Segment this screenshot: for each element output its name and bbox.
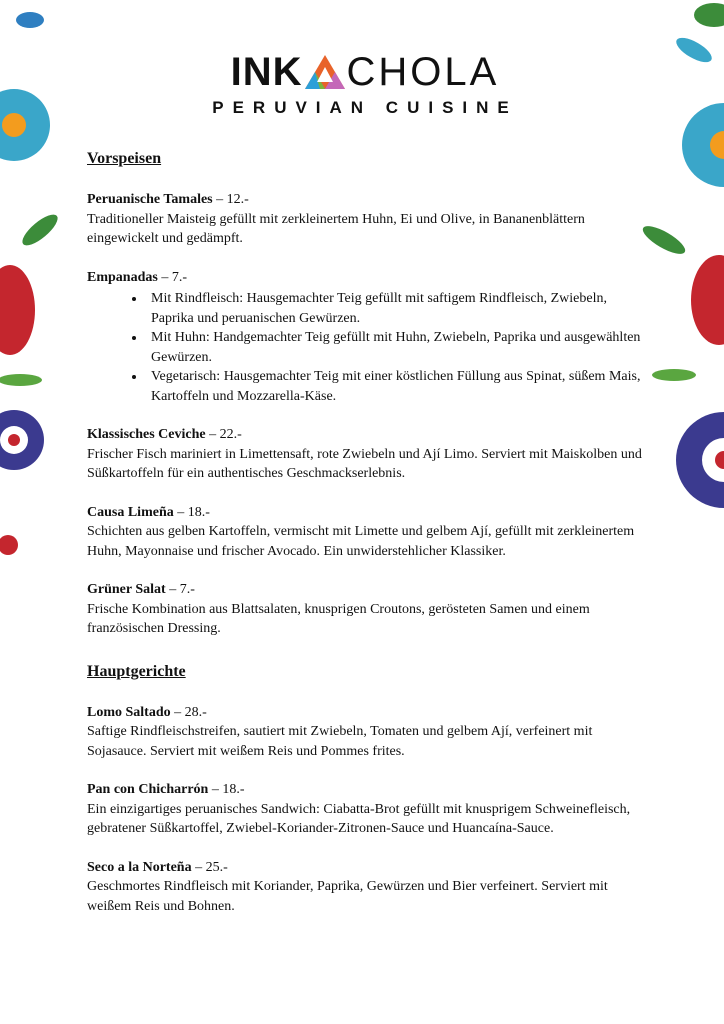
menu-item — [87, 703, 647, 762]
section-title-hauptgerichte: Hauptgerichte — [87, 662, 186, 680]
right-floral-decoration — [634, 0, 724, 560]
item-price: – 22.- — [205, 427, 242, 442]
item-name: Peruanische Tamales — [87, 192, 213, 207]
restaurant-logo — [200, 50, 530, 118]
item-price: – 18.- — [208, 782, 245, 797]
item-name: Causa Limeña — [87, 504, 174, 520]
item-price: – 7.- — [165, 582, 195, 597]
item-name: Empanadas — [87, 269, 158, 285]
item-description: Traditioneller Maisteig gefüllt mit zerkleinertem Huhn, Ei und Olive, in Bananenblättern eingewickelt und gedämpft. — [87, 211, 585, 246]
variant: • Mit Rindfleisch: Hausgemachter Teig gefüllt mit saftigem Rindfleisch, Zwiebeln, Paprika und peruanischen Gewürzen. — [146, 289, 647, 328]
item-price: – 7.- — [157, 269, 187, 285]
menu-item — [87, 425, 647, 484]
variant: • Mit Huhn: Handgemachter Teig gefüllt mit Huhn, Zwiebeln, Paprika und ausgewählten Gewürzen. — [146, 328, 647, 367]
menu-item — [87, 503, 647, 562]
item-name: Seco a la Norteña — [87, 859, 192, 875]
logo-ink: INK — [230, 50, 303, 94]
item-price: – 28.- — [170, 704, 207, 720]
item-description: Frische Kombination aus Blattsalaten, knusprigen Croutons, gerösteten Samen und einem französischen Dressing. — [87, 601, 590, 636]
item-variants — [87, 289, 647, 406]
section-title-vorspeisen: Vorspeisen — [87, 150, 162, 167]
menu-content — [87, 148, 647, 935]
menu-item — [87, 580, 647, 639]
item-price: – 25.- — [191, 859, 228, 875]
item-description: Geschmortes Rindfleisch mit Koriander, Paprika, Gewürzen und Bier verfeinert. Serviert mit weißem Reis und Bohnen. — [87, 879, 608, 914]
item-description: Frischer Fisch mariniert in Limettensaft, rote Zwiebeln und Ají Limo. Serviert mit Maiskolben und Süßkartoffeln für ein authentisches Geschmackserlebnis. — [87, 446, 642, 481]
item-name: Klassisches Ceviche — [87, 427, 206, 442]
left-floral-decoration — [0, 0, 80, 560]
item-description: Saftige Rindfleischstreifen, sautiert mit Zwiebeln, Tomaten und gelbem Ají, verfeinert mit Sojasauce. Serviert mit weißem Reis und Pommes frites. — [87, 724, 593, 759]
item-name: Lomo Saltado — [87, 704, 171, 720]
logo-triangle-icon — [303, 53, 347, 91]
menu-item — [87, 858, 647, 917]
variant: • Vegetarisch: Hausgemachter Teig mit einer köstlichen Füllung aus Spinat, süßem Mais, Kartoffeln und Mozzarella-Käse. — [146, 367, 647, 406]
menu-item — [87, 780, 647, 839]
item-price: – 12.- — [212, 192, 249, 207]
menu-item — [87, 268, 647, 407]
item-description: Schichten aus gelben Kartoffeln, vermischt mit Limette und gelbem Ají, gefüllt mit zerkleinertem Huhn, Mayonnaise und frischer Avocado. Ein unwiderstehlicher Klassiker. — [87, 524, 635, 559]
item-description: Ein einzigartiges peruanisches Sandwich: Ciabatta-Brot gefüllt mit knusprigem Schweinefleisch, gebratener Süßkartoffel, Zwiebel-Koriander-Zitronen-Sauce und Huancaína-Sauce. — [87, 801, 631, 836]
item-name: Pan con Chicharrón — [87, 782, 209, 797]
item-name: Grüner Salat — [87, 582, 166, 597]
item-price: – 18.- — [173, 504, 210, 520]
logo-chola: CHOLA — [346, 50, 500, 94]
logo-subtitle: PERUVIAN CUISINE — [212, 98, 518, 117]
menu-item — [87, 190, 647, 249]
